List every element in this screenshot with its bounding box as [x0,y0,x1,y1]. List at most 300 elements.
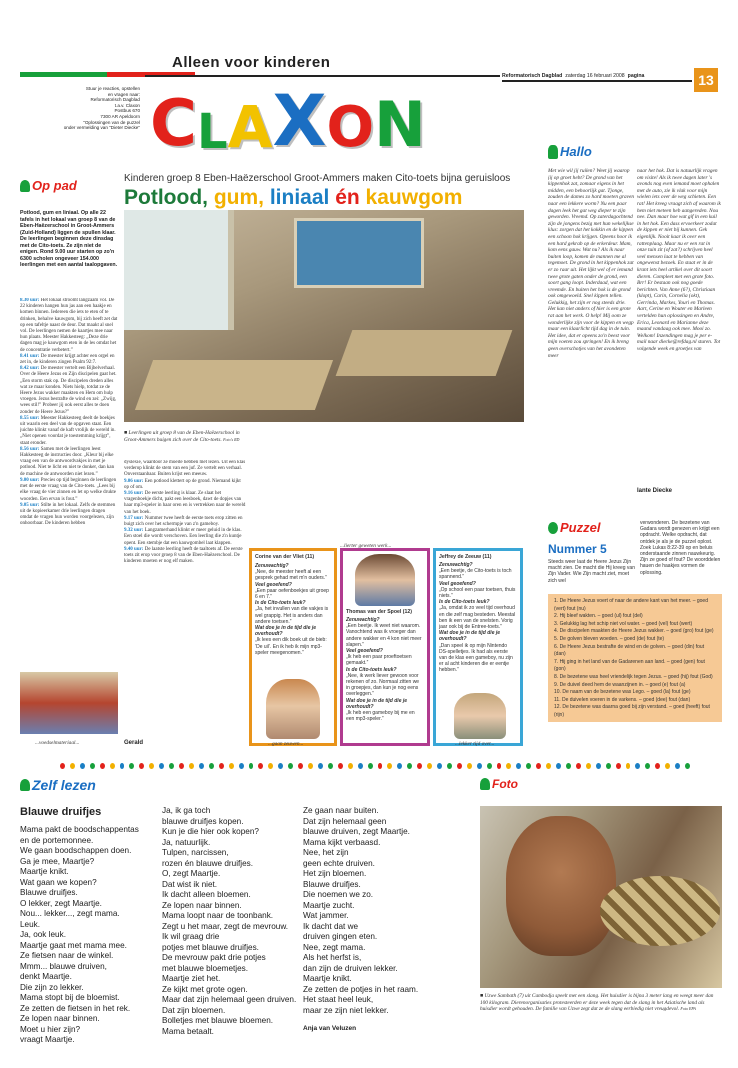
divider-dot [378,763,383,769]
page-number-value: 13 [698,72,714,88]
timeline-entry [20,366,118,416]
entry-time: 8.42 uur: [20,366,40,372]
story-line: Dat zijn bloemen. [162,1005,226,1015]
timeline-entry [124,516,246,528]
story-line: Ze lopen naar binnen. [162,900,242,910]
story-line: Ik dacht dat we [303,921,359,931]
story-line: druiven gingen eten. [303,932,378,941]
portrait-photo [355,554,415,606]
middle-top-quote: ...lierter geweten werk... [340,543,392,549]
divider-dot [169,763,174,769]
address-line: t.a.v. Claxon [114,102,140,108]
interview-answer: „Een beetje, de Cito-toets is toch spannend.” [439,568,512,581]
caption-text: Uzwe Sambath (7) uit Cambodja speelt met een slang. Het huisdier is bijna 3 meter lang en weegt meer dan 100 kilogram. Dierenorganisaties protesteerden er deze week tegen dat de slang in het Aziatische land als huisdier wordt gehouden. De familie van Uzwe zegt dat ze de slang eerbiedig niet vreugdevol. [480,993,714,1013]
divider-dot [80,763,85,769]
timeline-entry [124,491,246,516]
caption-marker: ■ [480,993,485,999]
story-line: O, zegt Maartje. [162,869,221,878]
divider-dot [149,763,154,769]
interview-question: Zenuwachtig? [439,562,473,568]
page-label: pagina [627,73,645,79]
publication-date: zaterdag 16 februari 2008 [565,73,625,79]
interview-answer: „Op school een paar toetsen, thuis niets.” [439,586,516,600]
puzzel-item-text: De discipelen maakten de Heere Jezus wakker. – goed (gro) fout (ge) [559,628,714,635]
divider-dot [536,763,541,769]
interview-answer: „Ik heb een paar proeftoetsen gemaakt.” [346,654,412,667]
divider-dot [665,763,670,769]
entry-time: 9.40 uur: [124,546,144,552]
divider-dot [179,763,184,769]
dot-divider [60,762,690,770]
story-line: Blauwe druifjes. [20,888,78,897]
entry-text: De meester krijgt achter een orgel en zet in, de kinderen zingen Psalm 92:7. [20,353,115,366]
col2-lead: dyslexie, waardoor ze moeite hebben met lezen. Uit een klas verderop klinkt de stem van een juf. Ze vertelt een verhaal. Onverstaanbaar. Buiten krijst een meeuw. [124,460,246,478]
story-line: Mama stopt bij de bloemist. [20,993,120,1002]
address-line: Postbus 670 [114,108,140,114]
story-line: blauwe druiven, zegt Maartje. [303,827,410,836]
divider-dot [139,763,144,769]
divider-dot [675,763,680,769]
address-line: Stuur je reacties, opstellen [85,86,140,91]
divider-dot [318,763,323,769]
entry-time: 8.56 uur: [20,446,40,452]
divider-dot [576,763,581,769]
story-line: Maar dat zijn helemaal geen druiven. [162,995,297,1004]
puzzel-item: 10. De naam van de bezetene was Lego. – goed (la) fout (ge) [554,689,691,696]
address-line: 7300 AR Apeldoorn [100,113,140,119]
story-line: Het zijn bloemen. [303,869,367,878]
puzzel-number: Nummer 5 [548,542,607,556]
continued-right: ...lekker tijd over... [455,741,495,747]
puzzel-item: 7. Hij ging in het land van de Gadarenen aan land. – goed (gen) fout (gon) [554,658,705,673]
story-col3 [303,806,468,1016]
story-line: Wat gaan we kopen? [20,877,97,887]
address-block [20,86,140,131]
puzzel-item-text: De bezetene was heel vriendelijk tegen Jezus. – goed (hij) fout (God) [559,673,713,680]
puzzel-list [554,598,716,720]
story-line: Ik dacht alleen bloemen. [162,890,251,899]
classroom-map [294,218,424,288]
entry-text: Nummer twee heeft de eerste toets erop zitten en buigt zich over het schermpje van z'n gameboy. [124,515,243,528]
entry-text: De laatste leerling heeft de taaltoets af. De eerste toets zit erop voor groep 8 van de Eben-Haëzerschool. De kinderen moeten er nog elf maken. [124,546,243,565]
entry-text: Langzamerhand klinkt er meer geluid in de klas. Een stoel die wordt verschoven. Een leerling die z'n kuntje opent. Een stembje dat een kauwgombel laat klappen. [124,528,242,546]
divider-dot [437,763,442,769]
story-line: Die noemen we zo. [303,890,374,899]
interview-name: Jeffrey de Zeeuw (11) [439,554,492,560]
foto-icon [480,778,490,790]
interview-answer: „Ik heb een gameboy bij me en een mp3-speler.” [346,710,415,723]
divider-dot [506,763,511,769]
story-line: Die zijn zo lekker. [20,982,84,992]
story-line: rozen én blauwe druifjes. [162,858,254,868]
story-line: Ga je mee, Maartje? [20,856,95,866]
story-line: Zegt u het maar, zegt de mevrouw. [162,921,289,931]
story-line: Kun je die hier ook kopen? [162,827,259,836]
interview-answer: „Een beetje. Ik weet niet waarom. Vanochtend was ik vroeger dan andere wakker en 4 kon niet meer slapen.” [346,623,422,648]
divider-dot [129,763,134,769]
timeline-entry [20,447,118,478]
classroom-photo [124,210,524,422]
interview-question: Veel geoefend? [439,580,476,587]
timeline-entry [20,416,118,447]
entry-time: 9.32 uur: [124,528,144,534]
timeline-entry [124,528,246,547]
puzzel-item: 3. Gelukkig lag het schip niet vol water. – goed (vel) fout (wert) [554,620,693,627]
puzzel-title: Puzzel [560,520,601,535]
divider-dot [110,763,115,769]
puzzel-item-text: De Heere Jezus bestrafte de wind en de golven. – goed (din) fout (dan) [554,643,705,658]
divider-dot [457,763,462,769]
page-number [694,68,718,92]
logo-letter: O [326,95,375,160]
hallo-signature: Iante Diecke [637,488,673,494]
story-line: Nee, het zijn [303,848,349,857]
story-line: De mevrouw pakt drie potjes [162,953,266,962]
hallo-col2: naar het hok. Dat is natuurlijk vragen om visite! Als ik twee dagen later 's avonds nog even iemand moet ophalen met de auto, zie ik vlak voor mijn wielen iets over de weg schieten. Een rat! Het kreeg vraagt zich af waarom ik hem niet meteen heb aangereden. Nou nee. Dan maar hoe wat gif in een kuil in het hok. Een dass ervoerkeer zodat de kippen er niet bij kunnen. Gek eigenlijk. Nooit kaar ik over een rattenplaag. Maar nu er een rat in onze tuin zit (of zat?) schrijven heel veel mensen laat te hebben van ongewenst bezoek. En staat er in de krant iets heel artikel over dit soort dieren. Compleet met een grote foto. Brr! Er bestaan ook nog goede berichten. Van Anne (6?), Christiaan (klopt), Carin, Cornelia (okt), Gerrinda, Markes, Youri en Thomas. Aart, Cerine en Wouter en Marleen vertelden hun oplossingen en Andre, Erica, Leonard en Marianne deze maand vandaag ook mee. Mooi zo. Welkom! Inzendingen mag je per e-mail naar diecke@refdag.nl sturen. Tot volgende week en groetjes van [637,168,721,353]
timeline-entry [124,547,246,566]
divider-dot [635,763,640,769]
divider-dot [219,763,224,769]
interview-box [433,548,523,746]
entry-time: 9.05 uur: [20,502,40,508]
logo-letter: X [272,80,327,162]
caption-text: Leerlingen uit groep 8 van de Eben-Haëzerschool in Groot-Ammers buigen zich over de Cito-toets. [124,430,240,443]
story-line: Moet u hier zijn? [20,1024,81,1034]
puzzel-item: 4. De discipelen maakten de Heere Jezus wakker. – goed (gro) fout (ge) [554,628,714,635]
puzzel-item-text: De Heere Jezus voert of naar de andere kant van het meer. – goed (vert) fout (nu) [554,598,708,612]
puzzel-item-text: De duivelen voeren in de varkens. – goed (dee) fout (dan) [561,696,691,703]
divider-dot [645,763,650,769]
address-line: "Oplossingen van de puzzel [83,119,140,125]
tagline-rule [145,75,500,77]
headline-word: , [202,186,214,209]
story-line: Tulpen, narcissen, [162,848,229,857]
puzzel-intro-continued: verwonderen. De bezetene van Gadara wordt genezen en krijgt een opdracht. Welke opdracht, dat ontdek je als je de puzzel oplost. Zoek Lukas 8:22-39 op en beluis onderstaande zinnen nauwkeurig. Zijn ze goed of fout? De woorddelen hauen de haakjes vormen de oplossing. [640,520,721,576]
entry-time: 8.30 uur: [20,298,40,303]
caption-marker: ■ [124,430,129,436]
puzzel-item: 9. De duivel deed hem de waanzijnen in. – goed (e) fout (a) [554,681,686,688]
puzzel-item: 8. De bezetene was heel vriendelijk tegen Jezus. – goed (hij) fout (God) [554,673,713,680]
entry-text: Precies op tijd beginnen de leerlingen met de eerste vraag van de Cito-toets. „Lees bij elke vraag de vier zinnen en let op welke drukte woorden. Een ervan is fout.” [20,477,117,502]
story-line: Maartje zucht. [303,900,355,910]
divider-dot [358,763,363,769]
divider-dot [338,763,343,769]
entry-time: 9.06 uur: [124,478,144,484]
divider-dot [616,763,621,769]
divider-dot [427,763,432,769]
divider-dot [526,763,531,769]
divider-dot [308,763,313,769]
divider-dot [546,763,551,769]
divider-dot [685,763,690,769]
story-line: Dat zijn helemaal geen [303,816,387,826]
entry-time: 9.16 uur: [124,491,144,497]
story-line: Als het herfst is, [303,953,362,962]
interview-name: Corine van der Vliet (11) [255,554,315,560]
puzzel-icon [548,522,558,534]
puzzel-label [548,520,600,535]
address-line: en vragen naar: [107,91,140,97]
divider-dot [249,763,254,769]
story-line: Mama loopt naar de toonbank. [162,911,274,920]
zelf-lezen-label [20,777,96,793]
interview-question: Veel geoefend? [255,581,292,588]
divider-dot [397,763,402,769]
divider-dot [655,763,660,769]
hallo-label [548,144,592,159]
divider-dot [258,763,263,769]
divider-dot [60,763,65,769]
puzzel-item: 6. De Heere Jezus bestrafte de wind en de golven. – goed (din) fout (dan) [554,643,705,658]
snake-photo [480,806,722,988]
photo-credit: Foto EPA [680,1006,696,1012]
story-line: blauwe druifjes kopen. [162,816,244,826]
entry-time: 8.41 uur: [20,353,40,359]
timeline-entry [20,298,118,354]
divider-dot [298,763,303,769]
tagline: Alleen voor kinderen [172,54,331,71]
headline-word: kauwgom [365,186,463,209]
divider-dot [189,763,194,769]
supplies-photo [20,672,118,734]
op-pad-label [20,178,77,193]
divider-dot [596,763,601,769]
entry-text: Een potlood klettert op de grond. Niemand kijkt op of om. [124,478,241,490]
photo-caption [124,430,244,443]
puzzel-item-text: Gelukkig lag het schip niet vol water. – goed (vel) fout (wert) [559,620,693,627]
story-line: Maartje ziet het. [162,974,221,983]
interview-question: Is de Cito-toets leuk? [346,666,397,673]
article-author: Gerald [124,740,144,746]
interview-answer: „Nee, ik werk liever gewoon voor rekenen of zo. Normaal zitten we in groepjes, dan kun je nog eens overleggen.” [346,672,420,698]
story-line: Nee, zegt mama. [303,942,366,952]
headline-word: gum [213,186,259,209]
story-line: Maartje knikt. [303,974,352,983]
timeline-entry [20,478,118,503]
classroom-desk [135,360,333,410]
article-kicker: Kinderen groep 8 Eben-Haëzerschool Groot-Ammers maken Cito-toets bijna geruisloos [124,173,511,184]
story-line: Blauwe druifjes. [303,879,361,889]
interview-question: Zenuwachtig? [255,563,289,569]
divider-dot [447,763,452,769]
headline-word: Potlood [124,186,203,209]
interview-question: Zenuwachtig? [346,617,380,623]
story-line: maar ze zijn niet lekker. [303,1005,389,1015]
photo-caption [480,993,722,1013]
entry-time: 8.55 uur: [20,415,40,421]
interview-question: Wat doe je in de tijd die je overhoudt? [346,697,408,710]
divider-dot [407,763,412,769]
puzzel-item: 12. De bezetene was daarna goed bij zijn verstand. – goed (heeft) fout (rijn) [554,704,710,718]
hallo-col1: Met wie wil jij ruilen? Weet jij waarop jij op groet hebt? De grond van het kippenhok zat, zomaar eigens in het midden, een behoorlijk gat. Tjonge, zouden de dames zo hard moeten graven naar een lekkere worm? Nu een paar dagen leek het gat weg dieper te zijn geworden. Vreemd. Op zaterdagochtend zijn de jongens bezig met hun wekelijkse klus: zorgen dat het kokkin en de kippen een schoon hok krijgen. Opeens hoor ik een hard gekrab op de erkerdeur. Mam, kom eens gauw. Wat nu? Als ik naar buiten loop, komen de mannen me al tegemoet. De grond in het kippenhok zat er zo raar uit. Het lijkt wel of er iemand twee grote gaten onder de grond, een soort gang loopt. Inderdaad, wat een vreemde. En buiten het hok is de grond ook omgewoeld. Snel kippen tellen. Gelukkig, het zijn er nog steeds drie. Het kan niet anders of hier is een grote rat aan het werk. O help! Mij oom ze wonderlijke zijn voor de kippen en wegp maar een klaarlicht tijd dag in de tuin. Het idee, dat er opeens zo'n beest voor mijn voeten zou springen! En ik breng geen overschotjes van het avondeten meer [548,168,634,359]
divider-dot [487,763,492,769]
hallo-title: Hallo [560,144,592,159]
timeline-entry [20,503,118,528]
divider-dot [209,763,214,769]
entry-text: De meester vertelt een Bijbelverhaal. Over de Heere Jezus en Zijn discipelen gaat het. „Een storm stak op. De discipelen dreden alles wat ze maar konden. Niets hielp, totdat ze de Heere Jezus wakker maakten en Hem om hulp vroegen. Jezus bestrafte de wind en zei: „Zwijg, wees stil!” Probeer jij ook eerst alles te doen zonder de Heere Jezus?” [20,366,117,415]
puzzel-item-text: De golven bleven woeden. – goed (de) fout (te) [559,635,665,642]
continued-left: ...voedselmateriaal... [35,740,80,746]
story-line: Wat jammer. [303,911,349,920]
divider-dot [90,763,95,769]
story-line: Mama pakt de boodschappentas [20,825,139,834]
interview-answer: „Een paar oefenboekjes uit groep 6 en 7.” [255,587,329,601]
story-line: Ze zetten de potjes in het raam. [303,984,419,994]
interview-answer: „Ik lees een dik boek uit de bieb: ‘De uil’. En ik heb ik mijn mp3-speler meegenomen.” [255,637,327,656]
story-line: We gaan boodschappen doen. [20,846,132,855]
hallo-icon [548,145,558,159]
continued-middle: ...gaan zeuwen... [268,741,304,747]
logo-letter: A [227,93,273,161]
story-line: Maartje knikt. [20,867,69,876]
story-col2 [162,806,297,1037]
story-line: Bolletjes met blauwe bloemen. [162,1016,274,1025]
classroom-window [124,210,234,330]
divider-dot [516,763,521,769]
entry-text: Meester Hakkesteeg deelt de boekjes uit waarin een deel van de opgaven staat. Een juichte klinkt vanaf de kaft vrolijk de wereld in. „Niet openen voordat je toestemming krijgt”, staat eronder. [20,415,116,446]
divider-dot [288,763,293,769]
address-line: Reformatorisch Dagblad [90,97,140,103]
story-line: denkt Maartje. [20,972,72,981]
interview-question: Is de Cito-toets leuk? [255,600,306,607]
story-line: Het staat heel leuk, [303,995,374,1004]
timeline-entry [124,479,246,491]
puzzel-item-text: Hij ging in het land van de Gadarenen aan land. – goed (gen) fout (gon) [554,658,705,673]
portrait-photo [454,693,506,739]
logo-letter: L [196,104,228,160]
headline-word: én [329,186,366,209]
story-line: geen echte druiven. [303,858,375,868]
photo-credit: Foto's RD [223,436,240,442]
logo-letter: C [150,87,197,161]
divider-dot [268,763,273,769]
divider-dot [70,763,75,769]
divider-dot [199,763,204,769]
snake-body [600,876,720,946]
interview-box [340,548,430,746]
op-pad-icon [20,180,30,192]
puzzel-item-text: Hij bleef wakten. – goed (ul) fout (del) [559,613,643,620]
divider-dot [556,763,561,769]
logo-letter: N [374,88,426,161]
story-col1 [20,825,155,1046]
interview-question: Wat doe je in de tijd die je overhoudt? [255,625,317,638]
story-line: Nou... lekker..., zegt mama. [20,909,120,918]
story-line: dan zijn de druiven lekker. [303,963,398,973]
entry-text: Samen met de leerlingen leest Hakkesteeg de instructies door. „Kleur bij elke vraag een van de antwoordvakjes in met je potlood. Niet te licht en niet te donker, dan kan de machine de antwoorden niet lezen.” [20,446,115,477]
publication-name: Reformatorisch Dagblad [502,73,563,79]
zelf-lezen-title: Zelf lezen [32,777,96,793]
puzzel-questions [548,594,722,722]
divider-dot [477,763,482,769]
divider-dot [159,763,164,769]
story-line: potjes met blauwe druifjes. [162,942,259,952]
puzzel-item: 1. De Heere Jezus voert of naar de andere kant van het meer. – goed (vert) fout (nu) [554,598,708,612]
puzzel-intro: Steeds weer laat de Heere Jezus Zijn macht zien. De macht die Hij kreeg van Zijn Vader. Wie Zijn macht ziet, moet zich wel [548,559,635,584]
interview-answer: „Ja, omdat ik zo veel tijd overhoud en die zelf mag besteden. Meestal ben ik een van de snelsten. Vorig jaar ook bij de Entree-toets.” [439,605,516,631]
story-line: Mama betaalt. [162,1026,214,1036]
interview-name: Thomas van der Spoel (12) [346,609,413,615]
divider-dot [120,763,125,769]
story-line: Ik wil graag drie [162,932,220,941]
story-line: vraagt Maartje. [20,1035,75,1044]
entry-text: Stilte in het lokaal. Zelfs de stemmen uit de kopieerkamer drie leerlingen dragen omdat de vragen hun worden voorgelezen, zijn onhoorbaar. De kinderen hebben [20,502,116,527]
story-line: Ja, ik ga toch [162,806,211,815]
divider-dot [328,763,333,769]
story-line: Mama kijkt verbaasd. [303,837,381,847]
story-line: Ze zetten de fietsen in het rek. [20,1003,131,1013]
story-line: Ja, ook leuk. [20,930,66,939]
story-line: O lekker, zegt Maartje. [20,898,102,908]
article-intro: Potlood, gum en liniaal. Op alle 22 tafels in het lokaal van groep 8 van de Eben-Haëzerschool in Groot-Ammers (Zuid-Holland) liggen de spullen klaar. De leerlingen beginnen deze dinsdag met de Cito-toets. Ze zijn niet de enigen. Rond 9.00 uur starten op zo'n 6300 scholen ongeveer 154.000 leerlingen met een aantal taalopgaven. [20,210,118,268]
claxon-logo [150,78,510,162]
divider-dot [626,763,631,769]
story-line: Leuk. [20,919,41,929]
divider-dot [387,763,392,769]
interview-answer: „Ja, het invullen van die vakjes is wel grappig. Het is anders dan andere toetsen.” [255,606,329,625]
entry-time: 9.00 uur: [20,477,40,483]
story-author: Anja van Veluzen [303,1025,357,1032]
puzzel-item: 2. Hij bleef wakten. – goed (ul) fout (del) [554,613,643,620]
divider-dot [278,763,283,769]
story-line: Ja, natuurlijk. [162,837,211,847]
divider-dot [606,763,611,769]
address-line: onder vermelding van "Dieter Diecke" [63,125,140,131]
divider-dot [239,763,244,769]
story-line: Dat wist ik niet. [162,879,218,889]
interview-question: Veel geoefend? [346,648,383,655]
puzzel-item-text: De naam van de bezetene was Lego. – goed (la) fout (ge) [562,689,691,696]
entry-text: De eerste leerling is klaar. Ze slaat het vragenboekje dicht, pakt een leesboek, dawt de dopjes van haar mp3-speler in haar oren en is vertrekken naar de wereld van het boek. [124,491,246,515]
divider-dot [586,763,591,769]
portrait-photo [266,679,320,739]
interview-question: Is de Cito-toets leuk? [439,599,490,606]
op-pad-title: Op pad [32,178,77,193]
divider-dot [417,763,422,769]
story-line: Maartje gaat met mama mee. [20,940,127,950]
interview-answer: „Nee, de meester heeft al een gesprek gehad met m'n ouders.” [255,569,327,582]
entry-time: 9.17 uur: [124,515,144,521]
foto-title: Foto [492,777,518,791]
entry-text: Het lokaal stroomt langzaam vol. De 22 kinderen hangen hun jas aan een haakje en komen binnen. Iedereen die iets te eten of te drinken, behalve kauwgom, bij zich heeft zet dat op een tafeltje naast de deur. Dat maakt al snel vol. De leerlingen nemen de kaartjes mee naar hun plaats. Meester Hakkesteeg: „Deze drie dagen mag je kauwgom eten in de les omdat het de concentratie verbetert.” [20,298,118,353]
story-line: Ze kijkt met grote ogen. [162,984,248,994]
divider-dot [348,763,353,769]
headline-word: liniaal [269,186,330,209]
classroom-desk [336,330,513,376]
divider-dot [229,763,234,769]
divider-dot [566,763,571,769]
divider-dot [497,763,502,769]
puzzel-item: 5. De golven bleven woeden. – goed (de) fout (te) [554,635,665,642]
story-line: met blauwe bloemetjes. [162,963,249,973]
story-line: Ze fietsen naar de winkel. [20,951,114,960]
interview-box [249,548,337,746]
article-headline [124,186,462,210]
article-col2 [124,460,246,665]
article-col1 [20,298,118,668]
puzzel-item-text: De duivel deed hem de waanzijnen in. – goed (e) fout (a) [559,681,686,688]
divider-dot [100,763,105,769]
boy-face [506,816,616,956]
puzzel-item-text: De bezetene was daarna goed bij zijn verstand. – goed (heeft) fout (rijn) [554,704,710,718]
divider-dot [368,763,373,769]
interview-question: Wat doe je in de tijd die je overhoudt? [439,630,501,643]
story-title: Blauwe druifjes [20,806,102,818]
interview-answer: „Dan speel ik op mijn Nintendo DS-spelletjes. Ik had als eerste van de klas een gameboy, nu zijn er al acht kinderen die er eentje hebben.” [439,642,513,674]
zelf-lezen-icon [20,779,30,791]
divider-dot [467,763,472,769]
story-line: Ze lopen naar binnen. [20,1014,100,1023]
